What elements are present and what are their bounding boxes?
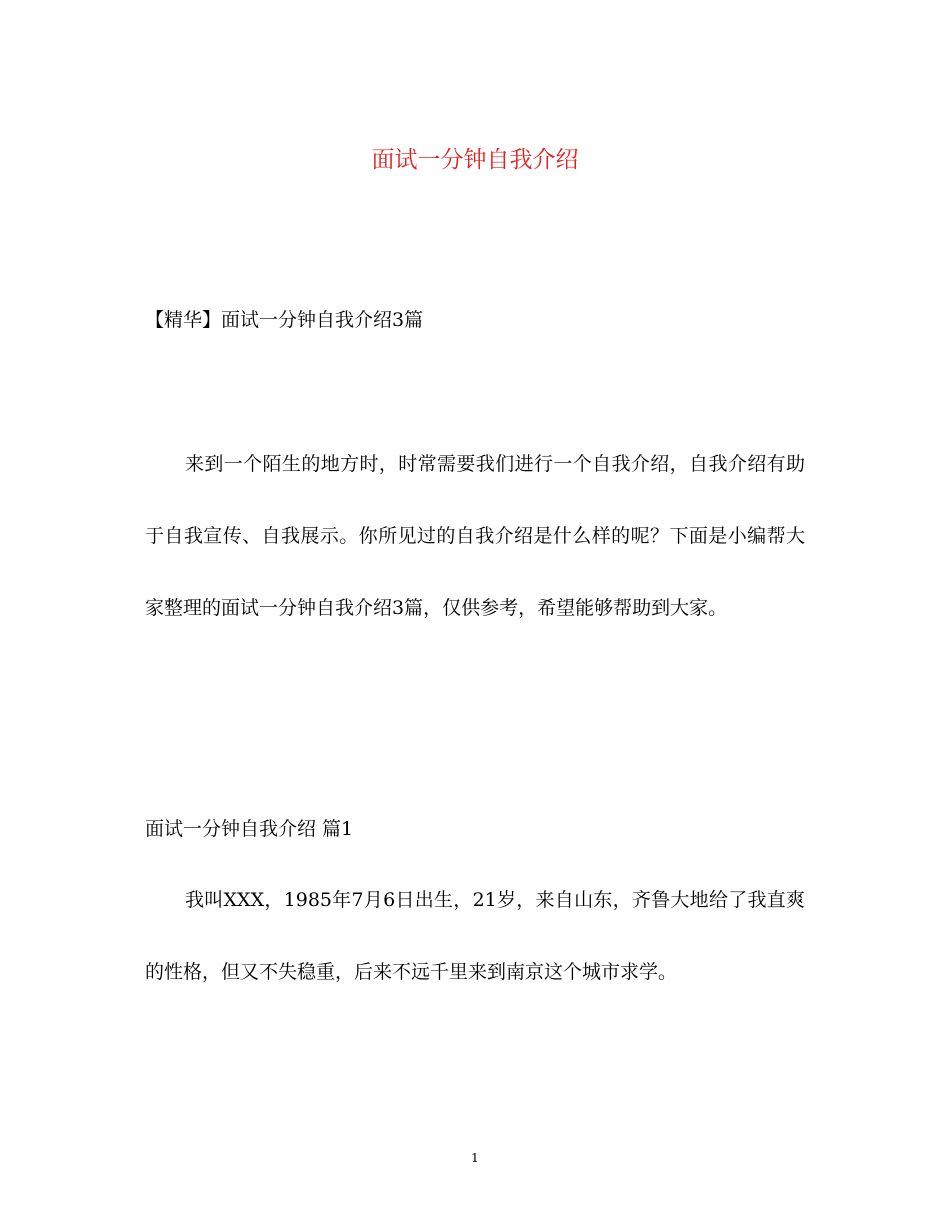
document-title: 面试一分钟自我介绍 <box>371 147 579 173</box>
section-1-heading: 面试一分钟自我介绍 篇1 <box>145 818 354 840</box>
intro-paragraph: 来到一个陌生的地方时，时常需要我们进行一个自我介绍，自我介绍有助于自我宣传、自我展示。你所见过的自我介绍是什么样的呢？下面是小编帮大家整理的面试一分钟自我介绍3篇，仅供参考，希望能够帮助到大家。 <box>145 453 805 619</box>
section-1-paragraph: 我叫XXX，1985年7月6日出生，21岁，来自山东，齐鲁大地给了我直爽的性格，但又不失稳重，后来不远千里来到南京这个城市求学。 <box>145 889 805 983</box>
page-number: 1 <box>471 1151 479 1165</box>
document-subtitle: 【精华】面试一分钟自我介绍3篇 <box>145 309 424 331</box>
